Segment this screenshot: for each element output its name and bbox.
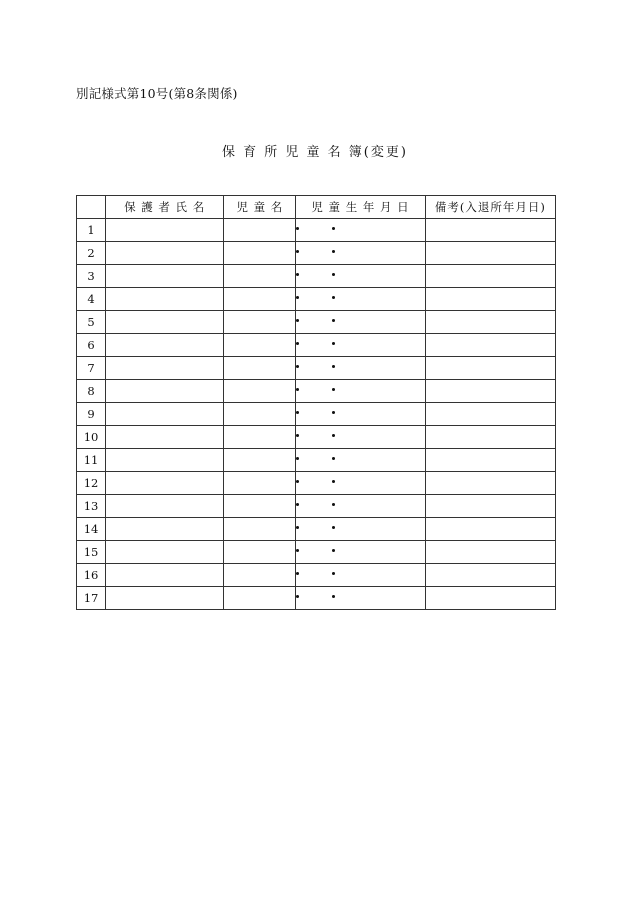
- child-name-cell[interactable]: [224, 472, 296, 495]
- child-dob-cell[interactable]: [296, 357, 425, 380]
- guardian-name-cell[interactable]: [106, 311, 224, 334]
- month-day-separator-dot: [332, 365, 335, 368]
- table-row: [77, 587, 556, 610]
- guardian-name-cell[interactable]: [106, 219, 224, 242]
- child-dob-cell[interactable]: [296, 265, 425, 288]
- date-separator-dots: [296, 592, 356, 602]
- table-row: [77, 495, 556, 518]
- year-month-separator-dot: [296, 503, 299, 506]
- month-day-separator-dot: [332, 388, 335, 391]
- month-day-separator-dot: [332, 572, 335, 575]
- remarks-cell[interactable]: [425, 311, 555, 334]
- date-separator-dots: [296, 247, 356, 257]
- guardian-name-cell[interactable]: [106, 357, 224, 380]
- date-separator-dots: [296, 569, 356, 579]
- remarks-cell[interactable]: [425, 541, 555, 564]
- row-number: 4: [77, 288, 106, 311]
- table-header-row: [77, 196, 556, 219]
- child-name-cell[interactable]: [224, 518, 296, 541]
- child-name-cell[interactable]: [224, 288, 296, 311]
- guardian-name-cell[interactable]: [106, 587, 224, 610]
- remarks-cell[interactable]: [425, 495, 555, 518]
- remarks-cell[interactable]: [425, 380, 555, 403]
- year-month-separator-dot: [296, 434, 299, 437]
- child-dob-cell[interactable]: [296, 311, 425, 334]
- date-separator-dots: [296, 270, 356, 280]
- remarks-cell[interactable]: [425, 288, 555, 311]
- table-row: [77, 426, 556, 449]
- table-row: [77, 242, 556, 265]
- date-separator-dots: [296, 339, 356, 349]
- date-separator-dots: [296, 523, 356, 533]
- row-number: 13: [77, 495, 106, 518]
- roster-body: [77, 219, 556, 610]
- date-separator-dots: [296, 408, 356, 418]
- row-number: 9: [77, 403, 106, 426]
- year-month-separator-dot: [296, 549, 299, 552]
- table-row: [77, 403, 556, 426]
- month-day-separator-dot: [332, 503, 335, 506]
- child-name-cell[interactable]: [224, 449, 296, 472]
- row-number: 14: [77, 518, 106, 541]
- row-number: 15: [77, 541, 106, 564]
- child-dob-cell[interactable]: [296, 449, 425, 472]
- table-row: [77, 334, 556, 357]
- table-row: [77, 265, 556, 288]
- row-number: 3: [77, 265, 106, 288]
- header-child-name: 児 童 名: [224, 196, 296, 219]
- header-child-dob: 児 童 生 年 月 日: [296, 196, 425, 219]
- child-dob-cell[interactable]: [296, 587, 425, 610]
- header-remarks: 備考(入退所年月日): [425, 196, 555, 219]
- year-month-separator-dot: [296, 273, 299, 276]
- date-separator-dots: [296, 477, 356, 487]
- guardian-name-cell[interactable]: [106, 518, 224, 541]
- document-title: 保 育 所 児 童 名 簿(変更): [222, 145, 408, 160]
- table-row: [77, 564, 556, 587]
- remarks-cell[interactable]: [425, 426, 555, 449]
- year-month-separator-dot: [296, 250, 299, 253]
- table-row: [77, 380, 556, 403]
- child-dob-cell[interactable]: [296, 380, 425, 403]
- year-month-separator-dot: [296, 572, 299, 575]
- child-dob-cell[interactable]: [296, 219, 425, 242]
- child-name-cell[interactable]: [224, 380, 296, 403]
- row-number: 16: [77, 564, 106, 587]
- child-name-cell[interactable]: [224, 334, 296, 357]
- row-number: 8: [77, 380, 106, 403]
- month-day-separator-dot: [332, 273, 335, 276]
- child-dob-cell[interactable]: [296, 495, 425, 518]
- child-dob-cell[interactable]: [296, 564, 425, 587]
- guardian-name-cell[interactable]: [106, 541, 224, 564]
- remarks-cell[interactable]: [425, 518, 555, 541]
- child-dob-cell[interactable]: [296, 541, 425, 564]
- row-number: 2: [77, 242, 106, 265]
- guardian-name-cell[interactable]: [106, 288, 224, 311]
- table-row: [77, 472, 556, 495]
- child-name-cell[interactable]: [224, 541, 296, 564]
- remarks-cell[interactable]: [425, 403, 555, 426]
- month-day-separator-dot: [332, 549, 335, 552]
- header-guardian-name: 保 護 者 氏 名: [106, 196, 224, 219]
- child-dob-cell[interactable]: [296, 426, 425, 449]
- form-number: 別記様式第10号(第8条関係): [76, 86, 238, 101]
- table-row: [77, 288, 556, 311]
- date-separator-dots: [296, 500, 356, 510]
- month-day-separator-dot: [332, 595, 335, 598]
- date-separator-dots: [296, 224, 356, 234]
- child-name-cell[interactable]: [224, 357, 296, 380]
- date-separator-dots: [296, 546, 356, 556]
- table-row: [77, 357, 556, 380]
- guardian-name-cell[interactable]: [106, 426, 224, 449]
- child-name-cell[interactable]: [224, 242, 296, 265]
- year-month-separator-dot: [296, 319, 299, 322]
- child-name-cell[interactable]: [224, 495, 296, 518]
- guardian-name-cell[interactable]: [106, 334, 224, 357]
- guardian-name-cell[interactable]: [106, 472, 224, 495]
- table-row: [77, 449, 556, 472]
- remarks-cell[interactable]: [425, 357, 555, 380]
- year-month-separator-dot: [296, 388, 299, 391]
- row-number: 12: [77, 472, 106, 495]
- date-separator-dots: [296, 385, 356, 395]
- child-roster-table: [76, 195, 556, 610]
- date-separator-dots: [296, 362, 356, 372]
- guardian-name-cell[interactable]: [106, 449, 224, 472]
- guardian-name-cell[interactable]: [106, 495, 224, 518]
- year-month-separator-dot: [296, 296, 299, 299]
- month-day-separator-dot: [332, 250, 335, 253]
- month-day-separator-dot: [332, 411, 335, 414]
- year-month-separator-dot: [296, 227, 299, 230]
- row-number: 5: [77, 311, 106, 334]
- row-number: 1: [77, 219, 106, 242]
- year-month-separator-dot: [296, 457, 299, 460]
- child-name-cell[interactable]: [224, 426, 296, 449]
- guardian-name-cell[interactable]: [106, 380, 224, 403]
- month-day-separator-dot: [332, 296, 335, 299]
- child-name-cell[interactable]: [224, 265, 296, 288]
- child-name-cell[interactable]: [224, 564, 296, 587]
- child-dob-cell[interactable]: [296, 403, 425, 426]
- guardian-name-cell[interactable]: [106, 403, 224, 426]
- remarks-cell[interactable]: [425, 564, 555, 587]
- year-month-separator-dot: [296, 480, 299, 483]
- child-dob-cell[interactable]: [296, 242, 425, 265]
- month-day-separator-dot: [332, 342, 335, 345]
- child-dob-cell[interactable]: [296, 518, 425, 541]
- month-day-separator-dot: [332, 480, 335, 483]
- month-day-separator-dot: [332, 457, 335, 460]
- child-dob-cell[interactable]: [296, 288, 425, 311]
- remarks-cell[interactable]: [425, 587, 555, 610]
- month-day-separator-dot: [332, 319, 335, 322]
- year-month-separator-dot: [296, 526, 299, 529]
- header-no: [77, 196, 106, 219]
- row-number: 7: [77, 357, 106, 380]
- row-number: 6: [77, 334, 106, 357]
- child-name-cell[interactable]: [224, 403, 296, 426]
- child-name-cell[interactable]: [224, 587, 296, 610]
- remarks-cell[interactable]: [425, 449, 555, 472]
- year-month-separator-dot: [296, 342, 299, 345]
- month-day-separator-dot: [332, 227, 335, 230]
- table-row: [77, 518, 556, 541]
- month-day-separator-dot: [332, 434, 335, 437]
- row-number: 17: [77, 587, 106, 610]
- child-name-cell[interactable]: [224, 219, 296, 242]
- row-number: 11: [77, 449, 106, 472]
- year-month-separator-dot: [296, 595, 299, 598]
- table-row: [77, 541, 556, 564]
- child-dob-cell[interactable]: [296, 472, 425, 495]
- table-row: [77, 219, 556, 242]
- remarks-cell[interactable]: [425, 334, 555, 357]
- child-dob-cell[interactable]: [296, 334, 425, 357]
- remarks-cell[interactable]: [425, 265, 555, 288]
- remarks-cell[interactable]: [425, 472, 555, 495]
- remarks-cell[interactable]: [425, 242, 555, 265]
- remarks-cell[interactable]: [425, 219, 555, 242]
- child-name-cell[interactable]: [224, 311, 296, 334]
- date-separator-dots: [296, 431, 356, 441]
- month-day-separator-dot: [332, 526, 335, 529]
- guardian-name-cell[interactable]: [106, 564, 224, 587]
- row-number: 10: [77, 426, 106, 449]
- table-row: [77, 311, 556, 334]
- year-month-separator-dot: [296, 411, 299, 414]
- guardian-name-cell[interactable]: [106, 265, 224, 288]
- guardian-name-cell[interactable]: [106, 242, 224, 265]
- date-separator-dots: [296, 316, 356, 326]
- date-separator-dots: [296, 293, 356, 303]
- year-month-separator-dot: [296, 365, 299, 368]
- date-separator-dots: [296, 454, 356, 464]
